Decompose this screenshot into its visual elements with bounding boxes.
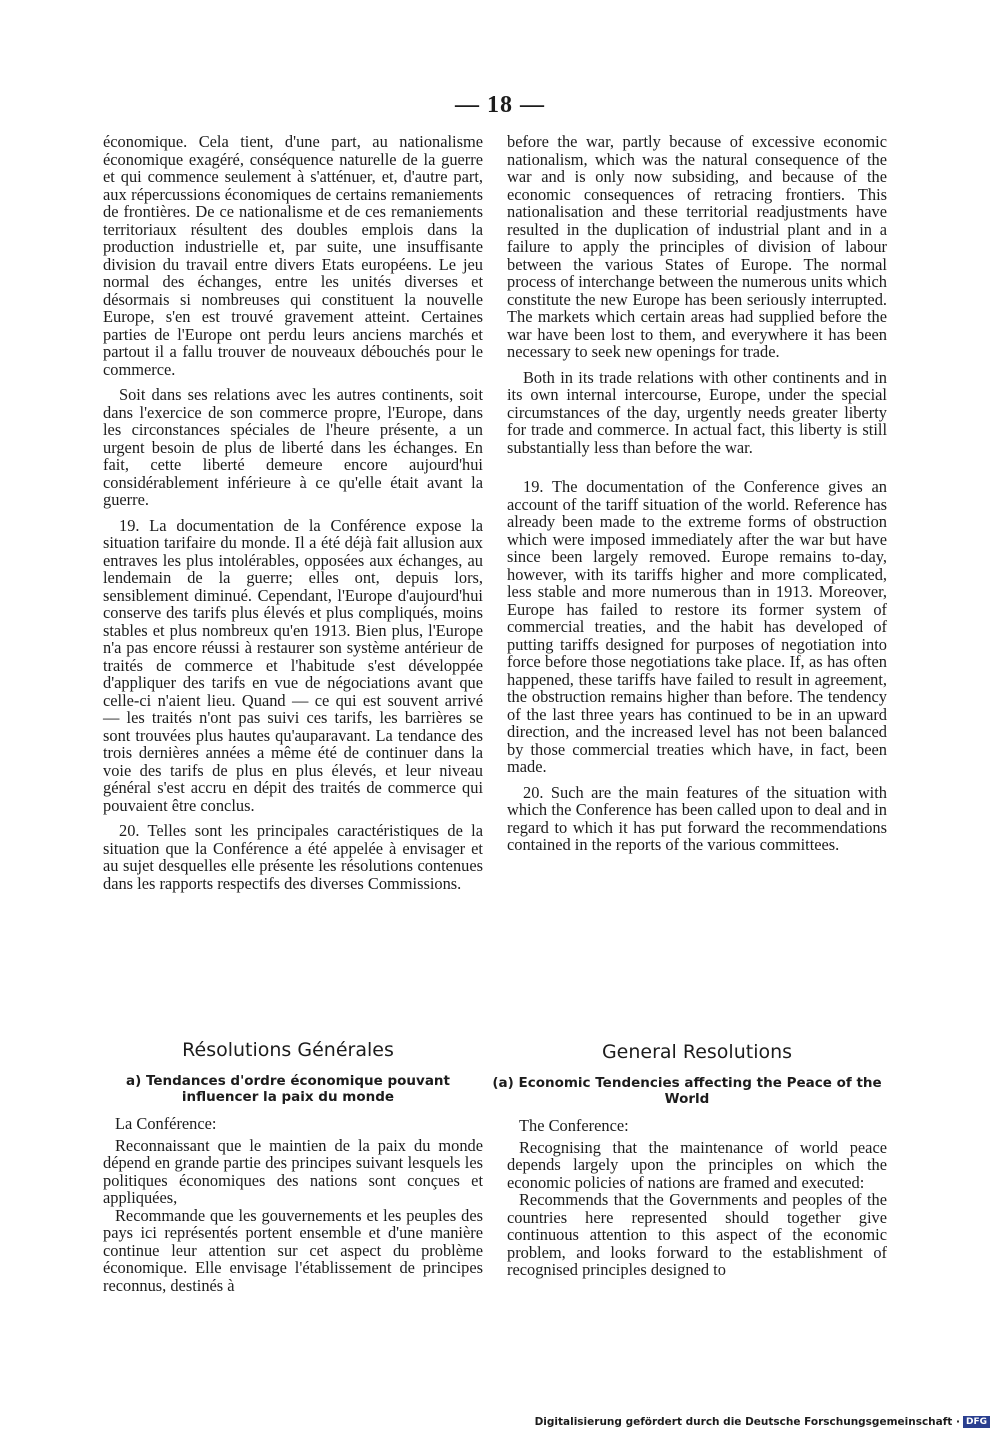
- resolutions-paragraph-en-1: Recognising that the maintenance of world peace depends largely upon the principles on which the economic policies of nations are framed and executed:: [507, 1137, 887, 1192]
- right-paragraph-2: Both in its trade relations with other continents and in its own internal intercourse, Europe, under the special circumstances of the day, urgently needs greater liberty for trade and commerce. In actual fact, this liberty is still substantially less than before the war.: [507, 367, 887, 457]
- resolutions-intro-en: The Conference:: [519, 1116, 629, 1135]
- resolutions-body-en: [507, 1117, 887, 1279]
- resolutions-subtitle-en: (a) Economic Tendencies affecting the Peace of the World: [492, 1075, 882, 1107]
- digitization-footer: [535, 1416, 990, 1428]
- resolutions-subtitle-fr: a) Tendances d'ordre économique pouvant influencer la paix du monde: [125, 1073, 450, 1105]
- resolutions-title-fr: Résolutions Générales: [182, 1039, 394, 1061]
- right-paragraph-1: before the war, partly because of excessive economic nationalism, which was the natural consequence of the war and is only now subsiding, and because of the economic consequences of retracing frontiers. This nationalisation and these territorial readjustments have resulted in the duplication of industrial plant and in a failure to apply the principles of division of labour between the various States of Europe. The normal process of interchange between the numerous units which constitute the new Europe has been seriously interrupted. The markets which certain areas had supplied before the war have been lost to them, and everywhere it has been necessary to seek new openings for trade.: [507, 132, 887, 361]
- left-paragraph-2: Soit dans ses relations avec les autres continents, soit dans l'exercice de son commerce propre, l'Europe, dans les circonstances spéciales de l'heure présente, a un urgent besoin de plus de liberté dans les échanges. En fait, cette liberté demeure encore aujourd'hui considérablement inférieure à ce qu'elle était avant la guerre.: [103, 385, 483, 509]
- right-column: [507, 133, 887, 854]
- dfg-logo: DFG: [963, 1416, 990, 1428]
- footer-text: Digitalisierung gefördert durch die Deutsche Forschungsgemeinschaft ·: [534, 1416, 960, 1428]
- left-paragraph-4: 20. Telles sont les principales caractéristiques de la situation que la Conférence a été appelée à envisager et au sujet desquelles elle présente les résolutions contenues dans les rapports respectifs des diverses Commissions.: [103, 821, 483, 893]
- left-paragraph-3: 19. La documentation de la Conférence expose la situation tarifaire du monde. Il a été déjà fait allusion aux entraves les plus intolérables, opposées aux échanges, au lendemain de la guerre; elles ont, depuis lors, sensiblement diminué. Cependant, l'Europe d'aujourd'hui conserve des tarifs plus élevés et plus compliqués, moins stables et plus nombreux qu'en 1913. Bien plus, l'Europe n'a pas encore réussi à restaurer son système antérieur de traités de commerce et l'habitude s'est développée d'appliquer des tarifs en vue de négociations avant que celle-ci n'aient lieu. Quand — ce qui est souvent arrivé — les traités n'ont pas suivi ces tarifs, les barrières se sont trouvées plus hautes qu'auparavant. La tendance des trois dernières années a même été de continuer dans la voie des tarifs de plus en plus élevés, et leur niveau général s'est accru en dépit des traités de commerce qui pouvaient être conclus.: [103, 515, 483, 815]
- resolutions-intro-fr: La Conférence:: [115, 1114, 217, 1133]
- left-column: [103, 133, 483, 892]
- page-number: — 18 —: [455, 92, 545, 118]
- right-paragraph-4: 20. Such are the main features of the situation with which the Conference has been called upon to deal and in regard to which it has put forward the recommendations contained in the reports of the various committees.: [507, 782, 887, 854]
- resolutions-paragraph-en-2: Recommends that the Governments and peoples of the countries here represented should together give continuous attention to this aspect of the economic problem, and looks forward to the establishment of recognised principles designed to: [507, 1190, 887, 1279]
- right-paragraph-3: 19. The documentation of the Conference gives an account of the tariff situation of the world. Reference has already been made to the extreme forms of obstruction which were imposed immediately after the war but have since been largely removed. Europe remains to-day, however, with its tariffs higher and more complicated, less stable and more numerous than in 1913. Moreover, Europe has failed to restore its former system of commercial treaties, and the habit has developed of putting tariffs designed for purposes of negotiation into force before those negotiations take place. If, as has often happened, these tariffs have failed to result in agreement, the obstruction remains higher than before. The tendency of the last three years has continued to be in an upward direction, and the increased level has not been balanced by those commercial treaties which have, in fact, been made.: [507, 477, 887, 776]
- resolutions-paragraph-fr-1: Reconnaissant que le maintien de la paix du monde dépend en grande partie des principes suivant lesquels les politiques économiques des nations sont conçues et appliquées,: [103, 1135, 483, 1207]
- resolutions-body-fr: [103, 1115, 483, 1294]
- resolutions-title-en: General Resolutions: [601, 1041, 793, 1063]
- left-paragraph-1: économique. Cela tient, d'une part, au nationalisme économique exagéré, conséquence naturelle de la guerre et qui commence seulement à s'atténuer, et, d'autre part, aux répercussions économiques de certains remaniements de frontières. De ce nationalisme et de ces remaniements territoriaux résultent des doubles emplois dans la production industrielle et, par suite, une insuffisante division du travail entre divers Etats européens. Le jeu normal des échanges, entre les unités diverses et désormais si nombreuses qui constituent la nouvelle Europe, s'en est trouvé gravement atteint. Certaines parties de l'Europe ont perdu leurs anciens marchés et partout il a fallu trouver de nouveaux débouchés pour le commerce.: [103, 132, 483, 379]
- resolutions-paragraph-fr-2: Recommande que les gouvernements et les peuples des pays ici représentés portent ensemble et d'une manière continue leur attention sur cet aspect du problème économique. Elle envisage l'établissement de principes reconnus, destinés à: [103, 1205, 483, 1295]
